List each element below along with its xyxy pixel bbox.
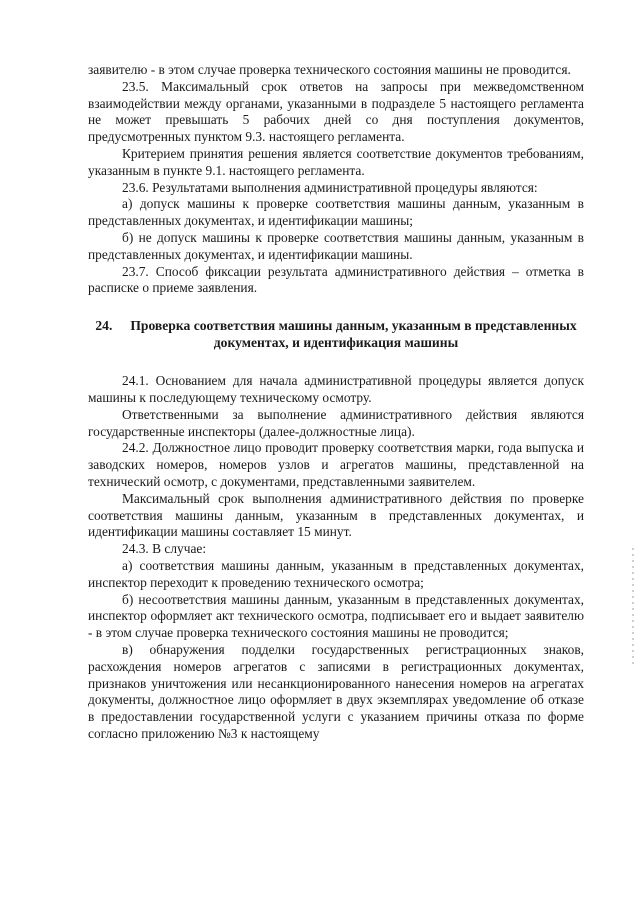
paragraph: 23.5. Максимальный срок ответов на запросы при межведомственном взаимодействии между органами, указанными в подразделе 5 настоящего регламента не может превышать 5 рабочих дней со дня поступления документов, предусмотренных пунктом 9.3. настоящего регламента. [88, 78, 584, 145]
section-title: Проверка соответствия машины данным, указанным в представленных документах, и идентификация машины [130, 318, 577, 351]
paragraph: б) несоответствия машины данным, указанным в представленных документах, инспектор оформляет акт технического осмотра, подписывает его и выдает заявителю - в этом случае проверка технического состояния машины не проводится; [88, 591, 584, 641]
text-block-bottom [88, 373, 584, 743]
paragraph: Максимальный срок выполнения административного действия по проверке соответствия машины данным, указанным в представленных документах, и идентификации машины составляет 15 минут. [88, 490, 584, 540]
page-content [88, 62, 584, 743]
paragraph: 23.7. Способ фиксации результата административного действия – отметка в расписке о приеме заявления. [88, 263, 584, 296]
paragraph: а) допуск машины к проверке соответствия машины данным, указанным в представленных документах, и идентификации машины; [88, 196, 584, 229]
paragraph: 24.1. Основанием для начала административной процедуры является допуск машины к последующему техническому осмотру. [88, 373, 584, 405]
paragraph: 24.2. Должностное лицо проводит проверку соответствия марки, года выпуска и заводских номеров, номеров узлов и агрегатов машины, представленной на технический осмотр, с документами, представленными заявителем. [88, 440, 584, 489]
paragraph: б) не допуск машины к проверке соответствия машины данным, указанным в представленных документах, и идентификации машины. [88, 229, 584, 262]
paragraph: а) соответствия машины данным, указанным в представленных документах, инспектор переходит к проведению технического осмотра; [88, 557, 584, 590]
section-number: 24. [95, 318, 113, 334]
paragraph: в) обнаружения подделки государственных регистрационных знаков, расхождения номеров агрегатов с записями в регистрационных документах, признаков уничтожения или несанкционированного нанесения номеров на агрегатах документы, должностное лицо оформляет в двух экземплярах уведомление об отказе в предоставлении государственной услуги с указанием причины отказа по форме согласно приложению №3 к настоящему [88, 641, 584, 741]
paragraph: 23.6. Результатами выполнения административной процедуры являются: [122, 179, 538, 195]
paragraph: заявителю - в этом случае проверка технического состояния машины не проводится. [88, 62, 571, 77]
text-block-top [88, 62, 584, 297]
paragraph: Критерием принятия решения является соответствие документов требованиям, указанным в пункте 9.1. настоящего регламента. [88, 145, 584, 178]
section-heading [88, 317, 584, 351]
paragraph: Ответственными за выполнение административного действия являются государственные инспекторы (далее-должностные лица). [88, 406, 584, 439]
scan-edge-marks [632, 548, 634, 668]
paragraph: 24.3. В случае: [122, 541, 207, 557]
